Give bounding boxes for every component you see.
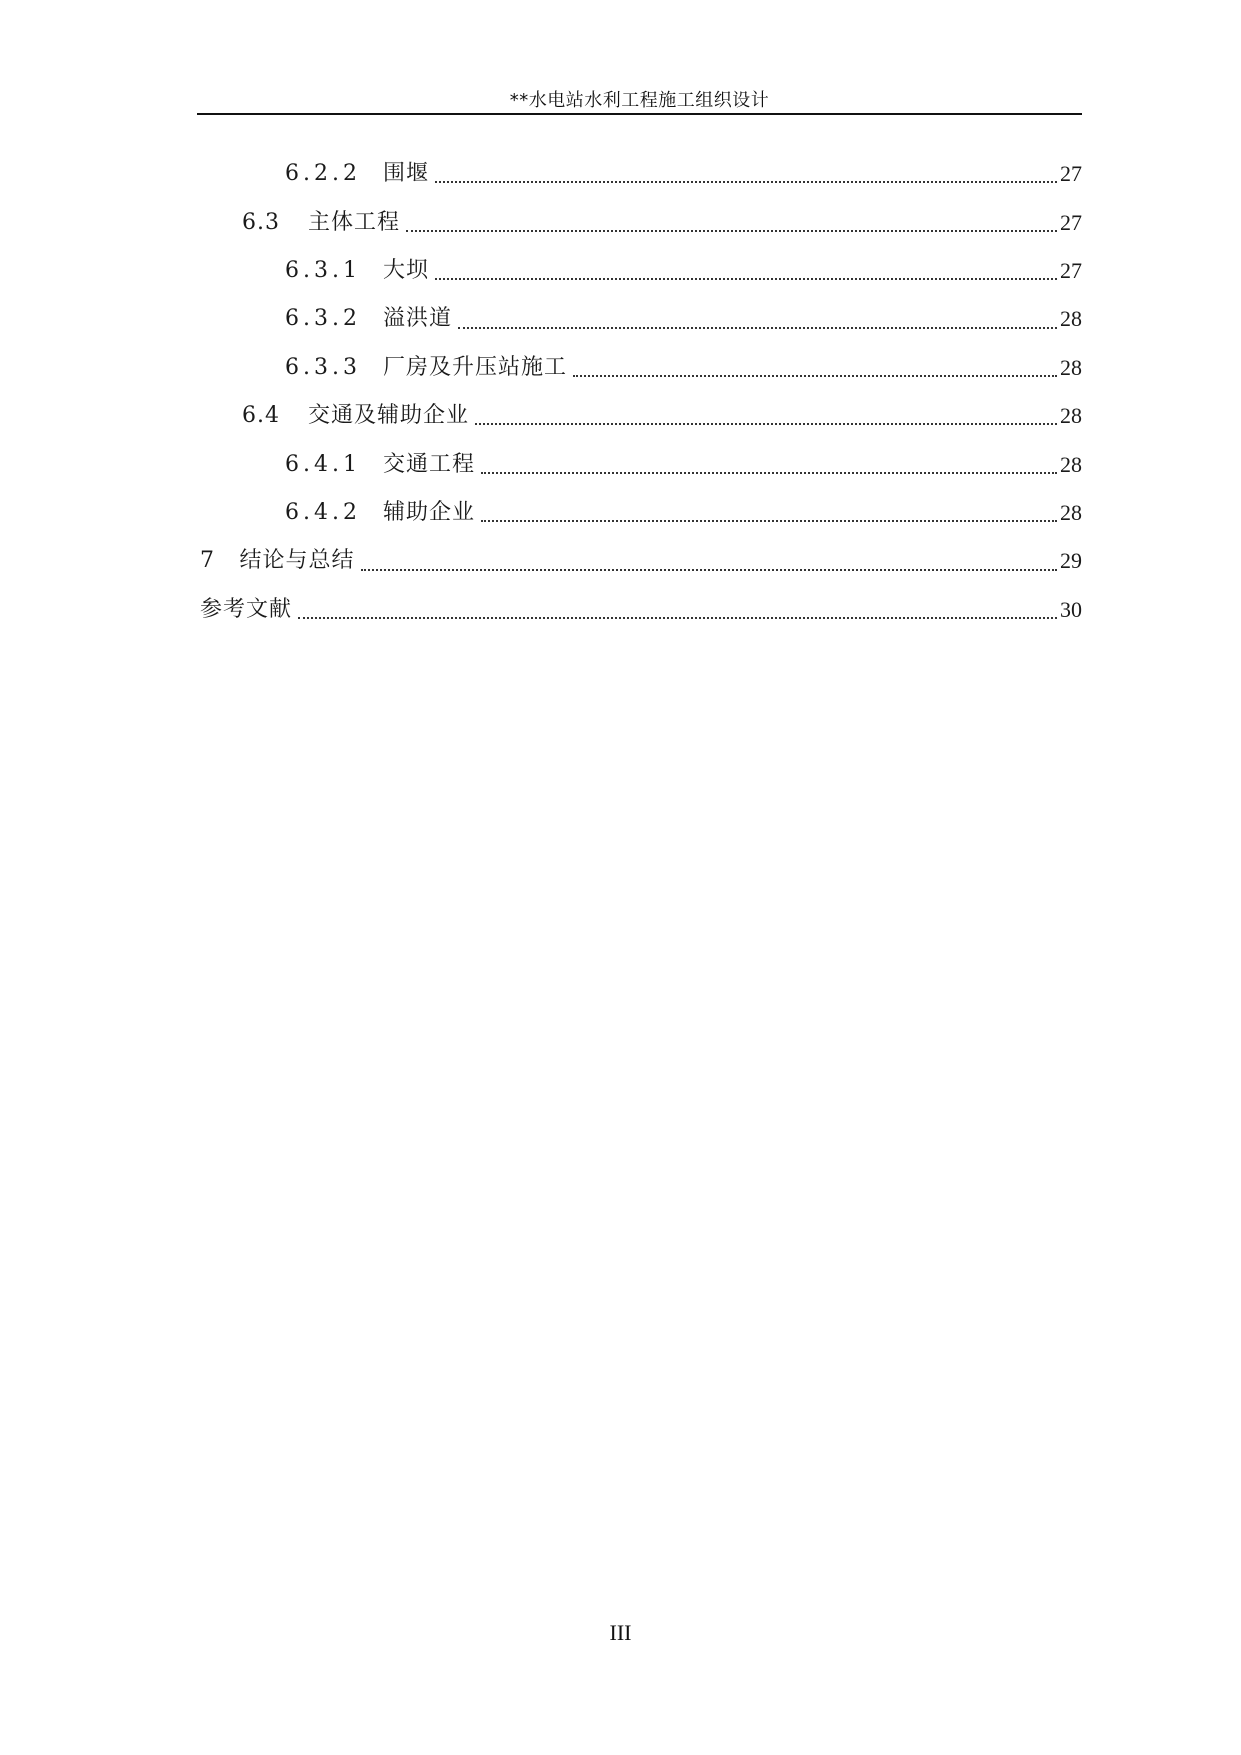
- toc-entry[interactable]: [197, 344, 1082, 392]
- toc-entry-number: 6.3.2: [285, 306, 361, 332]
- toc-dot-leader: [481, 516, 1057, 522]
- toc-entry-title: 交通及辅助企业: [308, 403, 470, 429]
- header-rule: [197, 113, 1082, 115]
- toc-entry-title: 交通工程: [382, 451, 475, 477]
- running-header: **水电站水利工程施工组织设计: [509, 90, 770, 111]
- toc-entry[interactable]: [197, 247, 1082, 295]
- toc-entry-title: 围堰: [382, 161, 429, 187]
- toc-entry-title: 厂房及升压站施工: [382, 354, 567, 380]
- toc-dot-leader: [298, 613, 1057, 619]
- toc-entry-page: 28: [1060, 403, 1082, 429]
- toc-entry-number: 6.4: [242, 403, 280, 429]
- toc-entry-page: 30: [1060, 596, 1082, 622]
- toc-entry-number: 6.3: [242, 209, 280, 235]
- toc-entry-page: 27: [1060, 257, 1082, 283]
- toc-entry-page: 29: [1060, 548, 1082, 574]
- toc-dot-leader: [573, 371, 1057, 377]
- toc-dot-leader: [435, 274, 1057, 280]
- toc-entry-number: 6.4.1: [285, 451, 361, 477]
- toc-entry-page: 27: [1060, 161, 1082, 187]
- toc-entry-page: 28: [1060, 451, 1082, 477]
- toc-entry-title: 主体工程: [308, 209, 401, 235]
- toc-dot-leader: [481, 468, 1057, 474]
- toc-entry-number: 6.3.1: [285, 257, 361, 283]
- toc-entry[interactable]: [197, 537, 1082, 585]
- toc-entry-number: 6.3.3: [285, 354, 361, 380]
- toc-entry[interactable]: [197, 392, 1082, 440]
- toc-dot-leader: [361, 565, 1057, 571]
- toc-dot-leader: [475, 419, 1057, 425]
- toc-dot-leader: [435, 177, 1057, 183]
- toc-entry-title: 溢洪道: [382, 306, 452, 332]
- toc-entry-title: 结论与总结: [239, 548, 355, 574]
- toc-entry[interactable]: [197, 586, 1082, 634]
- table-of-contents: [197, 150, 1082, 634]
- toc-entry-page: 28: [1060, 499, 1082, 525]
- toc-entry-page: 28: [1060, 354, 1082, 380]
- toc-dot-leader: [406, 226, 1057, 232]
- toc-entry-title: 参考文献: [200, 596, 293, 622]
- toc-dot-leader: [458, 323, 1057, 329]
- toc-entry-page: 27: [1060, 209, 1082, 235]
- toc-entry-title: 大坝: [382, 257, 429, 283]
- toc-entry-number: 6.2.2: [285, 161, 361, 187]
- toc-entry[interactable]: [197, 295, 1082, 343]
- page-number: III: [609, 1620, 632, 1645]
- toc-entry[interactable]: [197, 440, 1082, 488]
- toc-entry[interactable]: [197, 198, 1082, 246]
- toc-entry[interactable]: [197, 489, 1082, 537]
- toc-entry-number: 6.4.2: [285, 499, 361, 525]
- toc-entry-page: 28: [1060, 306, 1082, 332]
- toc-entry-number: 7: [200, 548, 216, 574]
- toc-entry-title: 辅助企业: [382, 499, 475, 525]
- toc-entry[interactable]: [197, 150, 1082, 198]
